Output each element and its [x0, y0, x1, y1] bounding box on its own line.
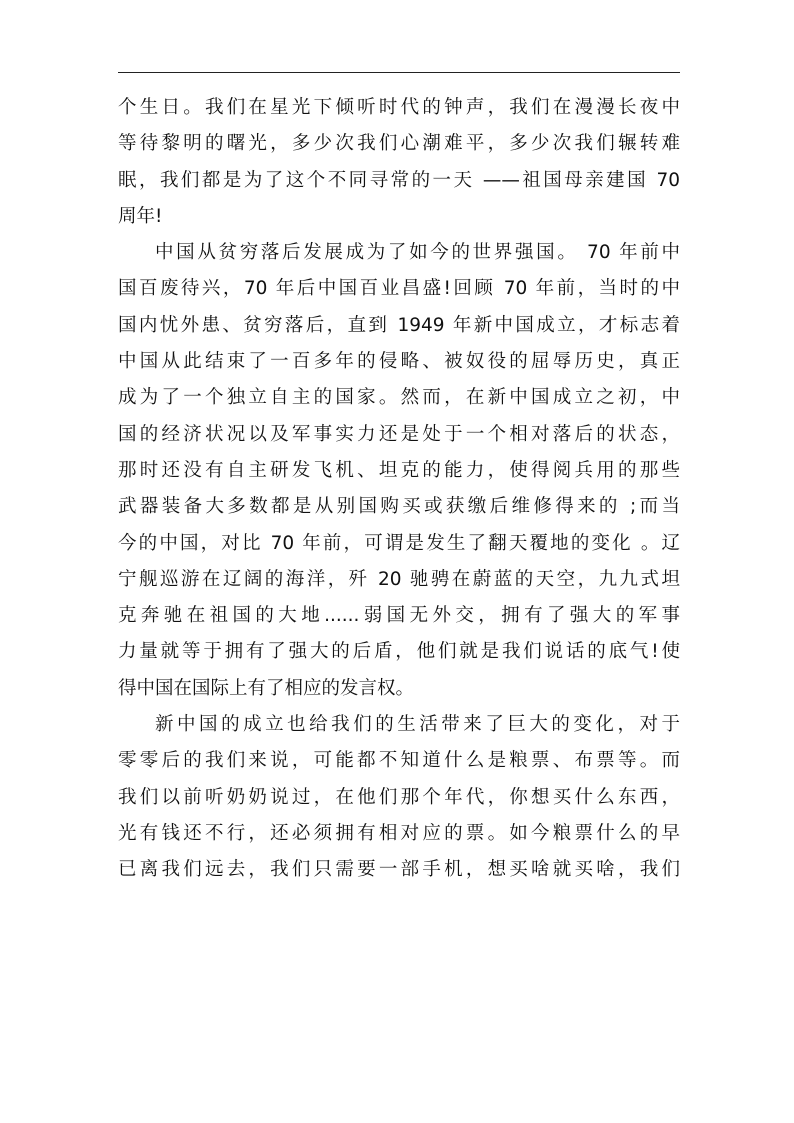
text-line: 我们以前听奶奶说过，在他们那个年代，你想买什么东西， [118, 786, 680, 808]
text-line: 中国从此结束了一百多年的侵略、被奴役的屈辱历史，真正 [118, 351, 680, 373]
text-line: 那时还没有自主研发飞机、坦克的能力，使得阅兵用的那些 [118, 459, 680, 481]
text-line: 已离我们远去，我们只需要一部手机，想买啥就买啥，我们 [118, 859, 680, 881]
text-line: 个生日。我们在星光下倾听时代的钟声，我们在漫漫长夜中 [118, 97, 680, 118]
text-line: 宁舰巡游在辽阔的海洋，歼 20 驰骋在蔚蓝的天空，九九式坦 [118, 568, 680, 590]
text-line: 眠，我们都是为了这个不同寻常的一天 ——祖国母亲建国 70 [118, 169, 680, 191]
text-line: 武器装备大多数都是从别国购买或获缴后维修得来的 ;而当 [118, 496, 680, 518]
text-line: 国百废待兴，70 年后中国百业昌盛!回顾 70 年前，当时的中 [118, 278, 680, 300]
text-line: 零零后的我们来说，可能都不知道什么是粮票、布票等。而 [118, 750, 680, 772]
text-line: 等待黎明的曙光，多少次我们心潮难平，多少次我们辗转难 [118, 133, 680, 155]
header-rule [118, 72, 680, 73]
paragraph-first-line: 新中国的成立也给我们的生活带来了巨大的变化，对于 [155, 714, 680, 736]
paragraph-first-line: 中国从贫穷落后发展成为了如今的世界强国。 70 年前中 [155, 242, 680, 264]
text-line: 今的中国，对比 70 年前，可谓是发生了翻天覆地的变化 。辽 [118, 532, 680, 554]
text-line: 得中国在国际上有了相应的发言权。 [118, 677, 415, 699]
text-line: 克奔驰在祖国的大地......弱国无外交，拥有了强大的军事 [118, 605, 680, 627]
text-line: 国的经济状况以及军事实力还是处于一个相对落后的状态， [118, 423, 680, 445]
document-body [118, 90, 680, 889]
text-line: 力量就等于拥有了强大的后盾，他们就是我们说话的底气!使 [118, 641, 680, 663]
text-line: 周年! [118, 205, 163, 227]
text-line: 光有钱还不行，还必须拥有相对应的票。如今粮票什么的早 [118, 822, 680, 844]
text-line: 国内忧外患、贫穷落后，直到 1949 年新中国成立，才标志着 [118, 314, 680, 336]
text-line: 成为了一个独立自主的国家。然而，在新中国成立之初，中 [118, 387, 680, 409]
